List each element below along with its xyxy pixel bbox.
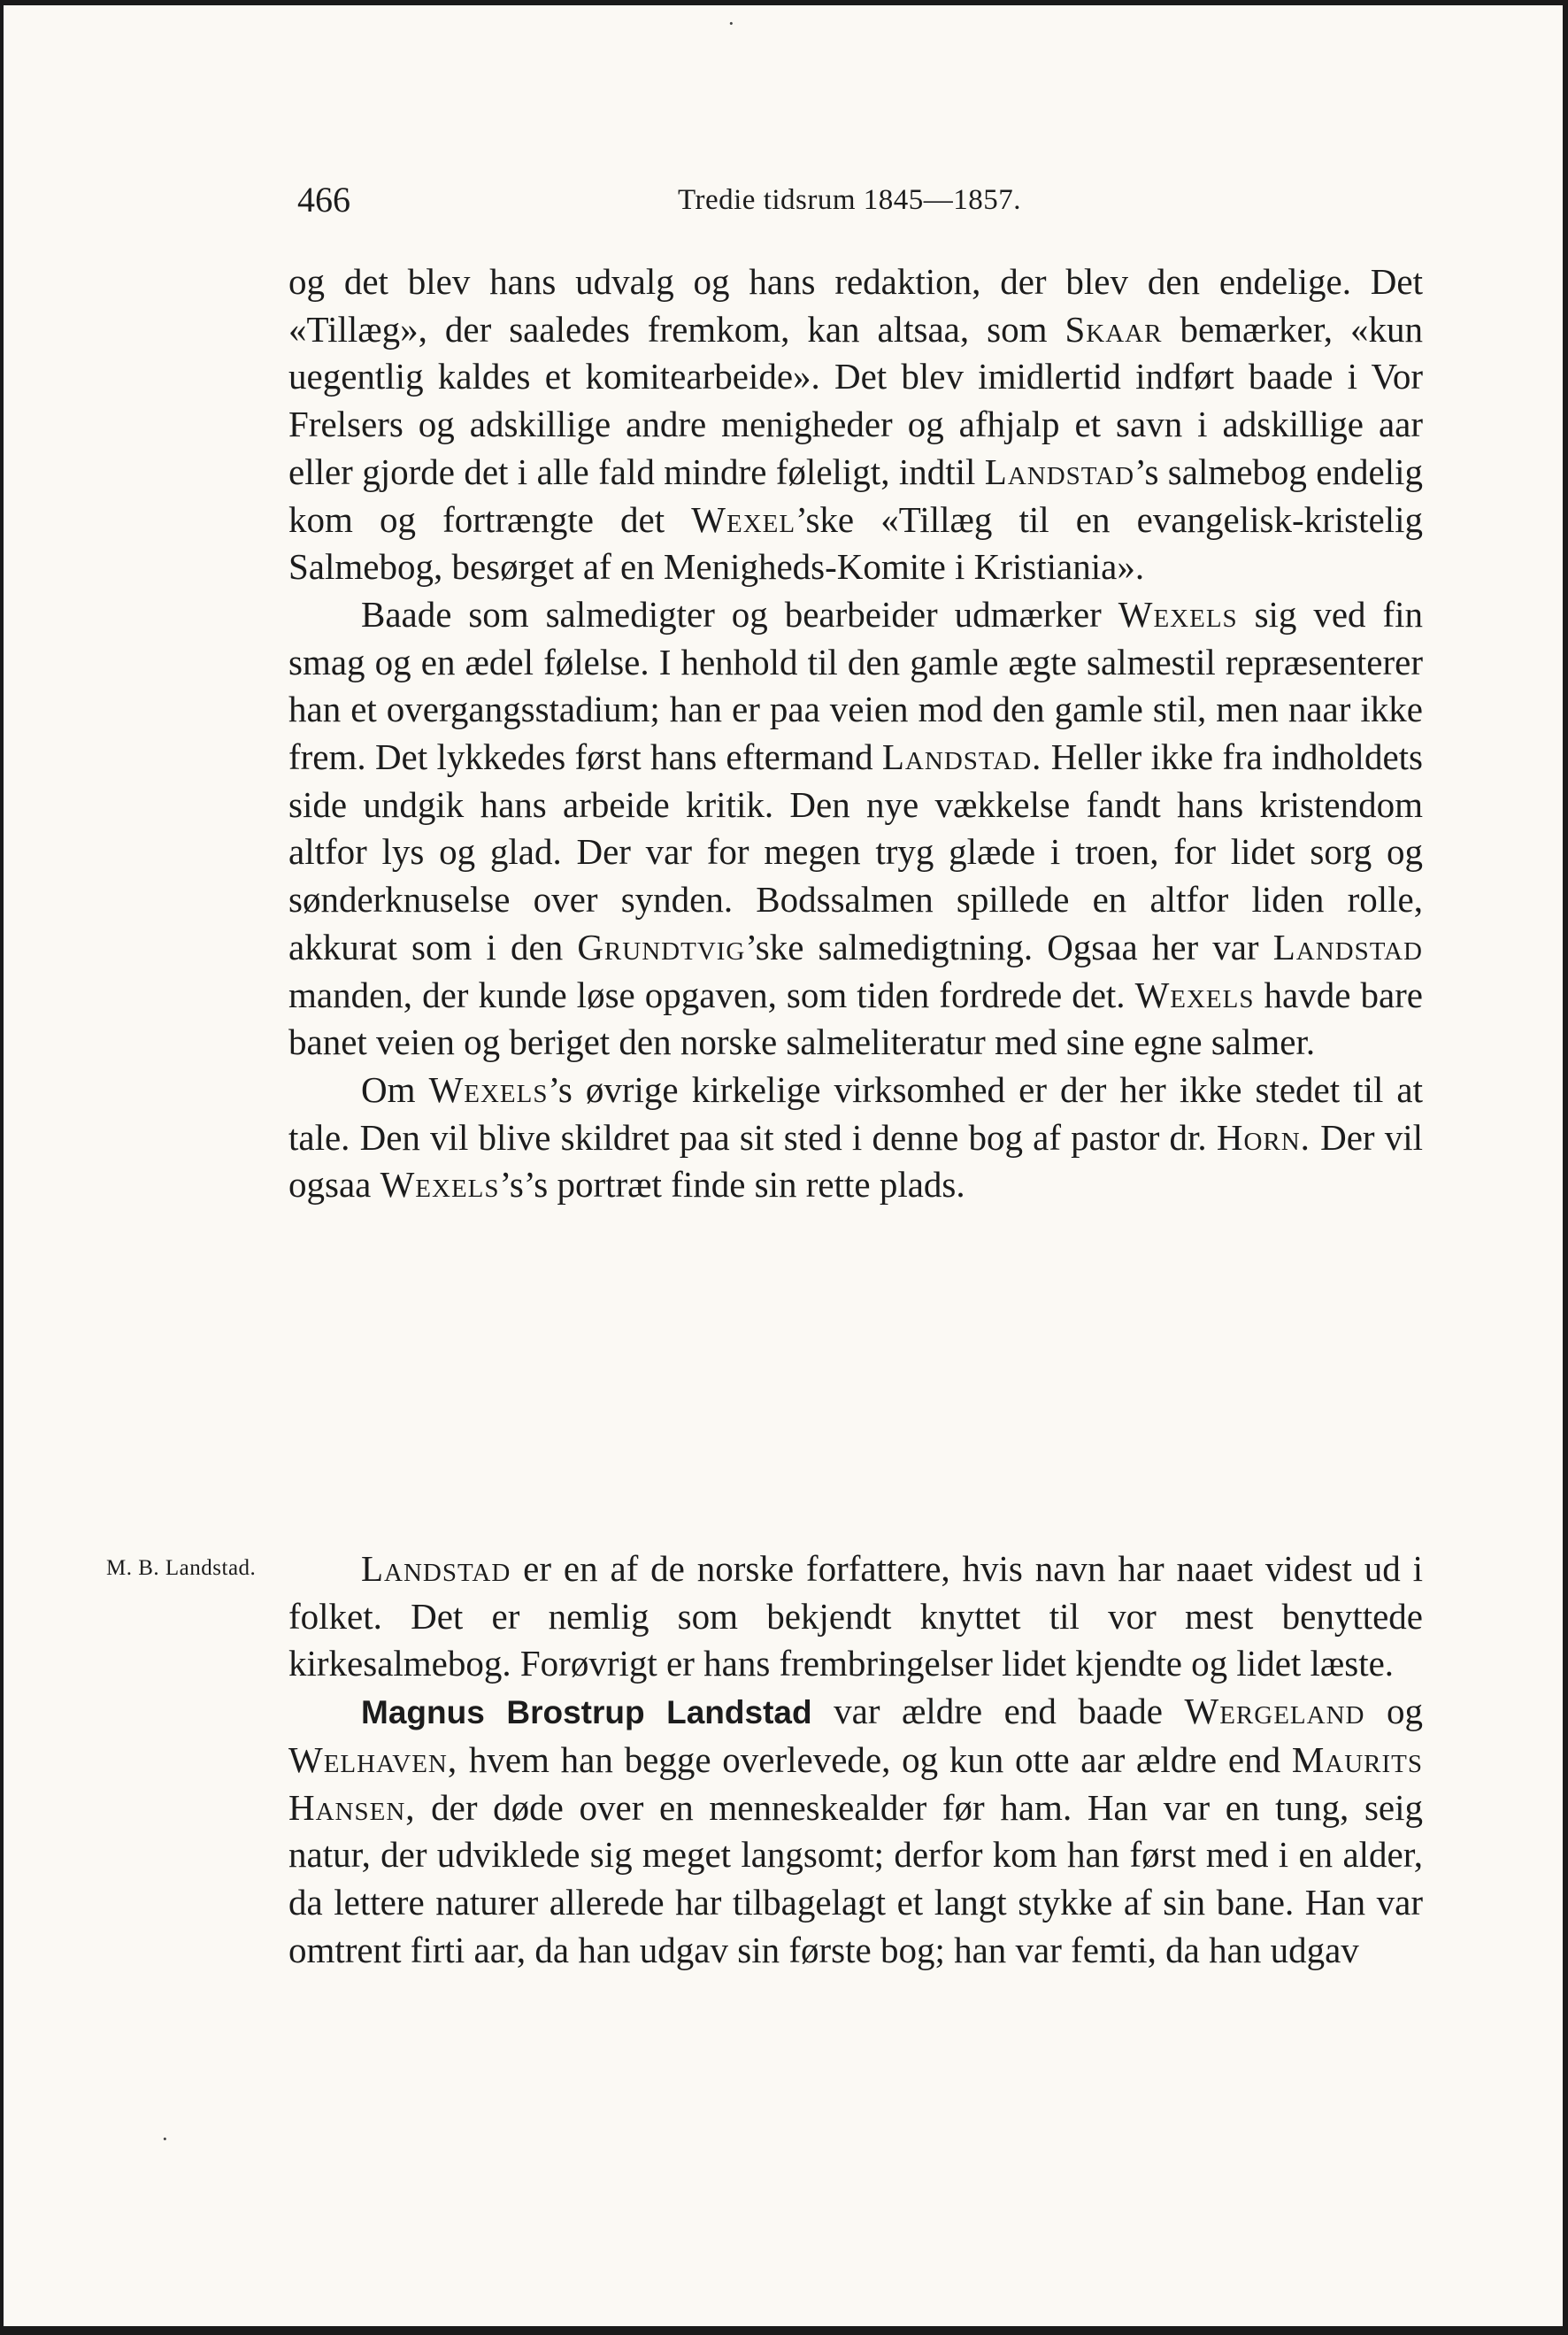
running-title: Tredie tidsrum 1845—1857. [678, 184, 1022, 216]
name-welhaven: Welhaven, [288, 1738, 458, 1780]
text-run: ’s øvrige kirkelige virksomhed er der her ikke stedet til at tale. Den vil blive skildret paa sit sted i denne bog af pastor dr. [288, 1068, 1424, 1158]
text-run: ’ske «Tillæg til en evangelisk-kristelig Salmebog, besørget af en Menigheds-Komite i Kristiania». [288, 498, 1423, 588]
paragraph-salmedigter [288, 591, 1423, 1067]
text-run: og det blev hans udvalg og hans redaktion, der blev den endelige. Det «Tillæg», der saaledes fremkom, kan altsaa, som [288, 261, 1423, 350]
name-wexels: Wexels [428, 1068, 549, 1110]
ink-speck: · [727, 11, 735, 36]
name-skaar: Skaar [1065, 308, 1163, 350]
text-run: Der vil ogsaa [288, 1116, 1423, 1206]
paragraph-landstad-biography [288, 1688, 1423, 1974]
paragraph-kirkelige-virksomhed [288, 1067, 1423, 1209]
name-maurits-hansen: Maurits Hansen, [288, 1738, 1423, 1828]
name-landstad: Landstad [1272, 926, 1423, 967]
text-run: Heller ikke fra indholdets side undgik hans arbeide kritik. Den nye vækkelse fandt hans kristendom altfor lys og glad. Der var for megen tryg glæde i troen, for lidet sorg og sønderknuselse over synden. Bodssalmen spillede en altfor liden rolle, akkurat som i den [288, 736, 1423, 967]
name-grundtvig: Grundtvig [577, 926, 746, 967]
bold-name: Magnus Brostrup Landstad [361, 1694, 812, 1731]
name-landstad: Landstad [361, 1548, 511, 1589]
margin-note: M. B. Landstad. [106, 1556, 257, 1580]
text-run: havde bare banet veien og beriget den norske salmeliteratur med sine egne salmer. [288, 974, 1424, 1063]
name-wexels: Wexels [1118, 593, 1238, 635]
paragraph-tillaeg [288, 258, 1423, 591]
text-run: der døde over en menneskealder før ham. Han var en tung, seig natur, der udviklede sig meget langsomt; derfor kom han først med i en alder, da lettere naturer allerede har tilbagelagt et langt stykke af sin bane. Han var omtrent firti aar, da han udgav sin første bog; han var femti, da han udgav [288, 1786, 1423, 1970]
section-wexels [288, 258, 1423, 1209]
running-head [297, 179, 1423, 232]
text-run: er en af de norske forfattere, hvis navn har naaet videst ud i folket. Det er nemlig som bekjendt knyttet til vor mest benyttede kirkesalmebog. Forøvrigt er hans frembringelser lidet kjendte og lidet læste. [288, 1548, 1423, 1684]
text-run: ’ske salmedigtning. Ogsaa her var [745, 926, 1273, 967]
text-run: ’s salmebog endelig kom og fortrængte det [288, 451, 1423, 540]
name-wergeland: Wergeland [1184, 1691, 1365, 1732]
text-run: og [1364, 1691, 1424, 1732]
book-page [4, 5, 1563, 2326]
text-run: Baade som salmedigter og bearbeider udmærker [361, 593, 1118, 635]
name-wexels: Wexels [380, 1164, 500, 1206]
name-wexels: Wexels [1134, 974, 1255, 1015]
name-landstad: Landstad [984, 451, 1135, 492]
name-horn: Horn. [1216, 1116, 1311, 1158]
page-number: 466 [297, 180, 350, 220]
ink-speck: · [161, 2126, 169, 2152]
section-landstad [288, 1545, 1423, 1974]
text-run: bemærker, «kun uegentlig kaldes et komitearbeide». Det blev imidlertid indført baade i Vor Frelsers og adskillige andre menigheder og afhjalp et savn i adskillige aar eller gjorde det i alle fald mindre føleligt, indtil [288, 308, 1423, 492]
paragraph-landstad-intro [288, 1545, 1423, 1688]
name-landstad: Landstad. [881, 736, 1042, 778]
text-run: hvem han begge overlevede, og kun otte aar ældre end [457, 1738, 1292, 1780]
name-wexel: Wexel [691, 498, 796, 540]
text-run: var ældre end baade [811, 1691, 1185, 1732]
text-run: sig ved fin smag og en ædel følelse. I henhold til den gamle ægte salmestil repræsenterer han et overgangsstadium; han er paa veien mod den gamle stil, men naar ikke frem. Det lykkedes først hans eftermand [288, 593, 1423, 778]
text-run: Om [361, 1068, 429, 1110]
text-run: ’s’s portræt finde sin rette plads. [499, 1164, 965, 1206]
text-run: manden, der kunde løse opgaven, som tiden fordrede det. [288, 974, 1135, 1015]
